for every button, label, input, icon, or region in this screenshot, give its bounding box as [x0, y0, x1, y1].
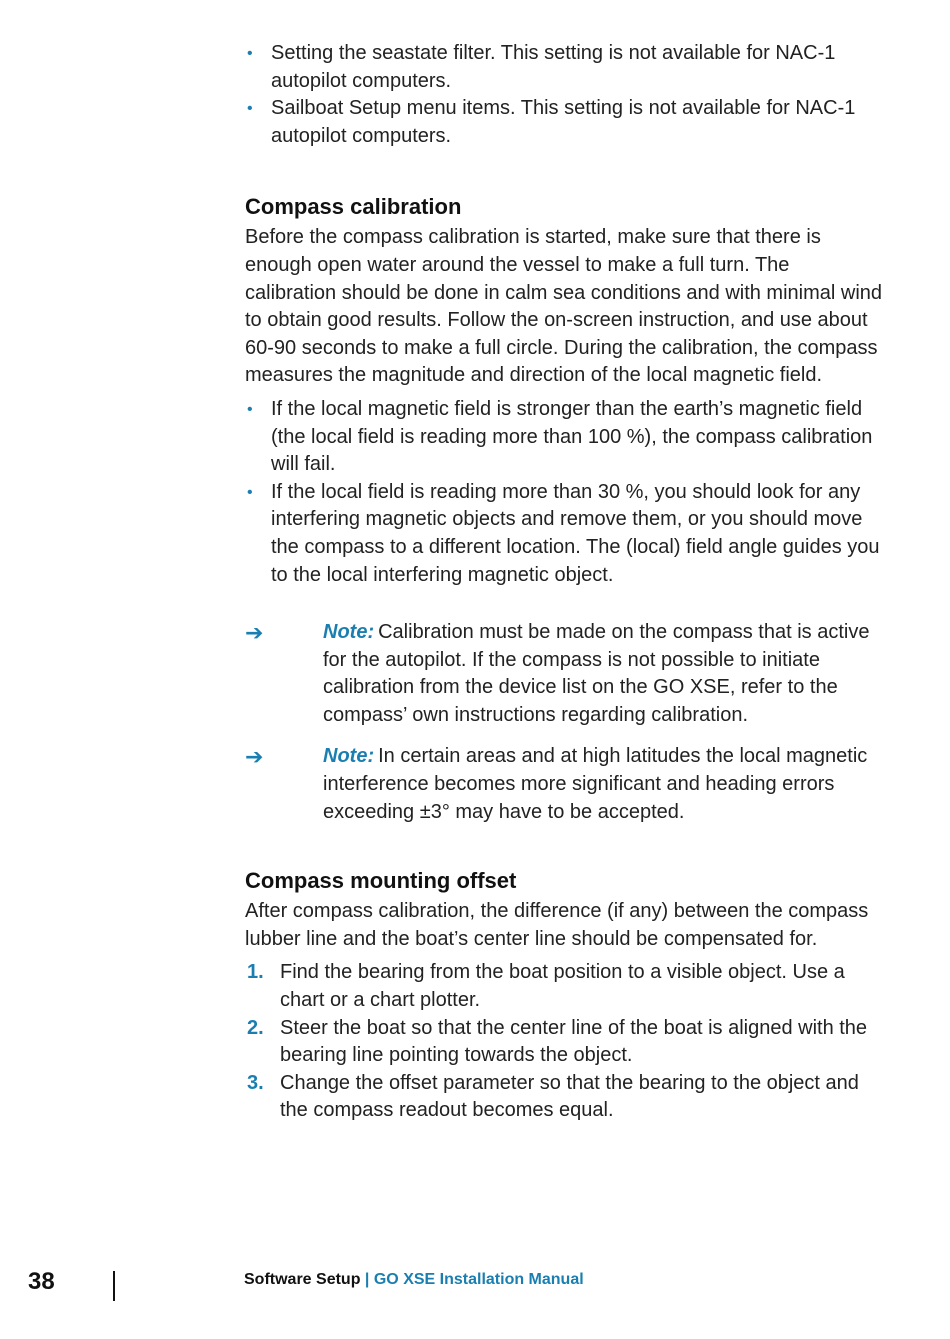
list-item: 1. Find the bearing from the boat position to a visible object. Use a chart or a chart plotter.	[247, 961, 845, 1012]
bullet-icon: •	[247, 483, 253, 501]
list-item: 2. Steer the boat so that the center line of the boat is aligned with the bearing line pointing towards the object.	[247, 1016, 868, 1067]
page-footer	[0, 1268, 950, 1304]
list-item: • If the local field is reading more than 30 %, you should look for any interfering magnetic objects and remove them, or you should move the compass to a different location. The (local) field angle guides you to the local interfering magnetic object.	[247, 480, 880, 586]
bullet-icon: •	[247, 400, 253, 418]
note-text: Calibration must be made on the compass that is active for the autopilot. If the compass is not possible to initiate calibration from the device list on the GO XSE, refer to the compass’ own instructions regarding calibration.	[323, 621, 870, 726]
footer-manual-title: GO XSE Installation Manual	[373, 1271, 584, 1288]
section-heading-compass-offset: Compass mounting offset	[245, 868, 517, 894]
page-content	[245, 40, 885, 1125]
footer-divider	[113, 1271, 115, 1301]
footer-section: Software Setup	[244, 1271, 361, 1288]
note-label: Note:	[323, 621, 375, 644]
list-item: • Sailboat Setup menu items. This setting is not available for NAC-1 autopilot computers.	[247, 97, 856, 147]
arrow-right-icon: ➔	[245, 620, 264, 646]
calibration-bullet-list	[245, 396, 885, 589]
step-number: 2.	[247, 1016, 264, 1039]
bullet-icon: •	[247, 45, 253, 62]
note-text: In certain areas and at high latitudes the local magnetic interference becomes more significant and heading errors exceeding ±3° may have to be accepted.	[323, 745, 868, 823]
bullet-icon: •	[247, 100, 253, 118]
footer-separator: |	[364, 1271, 370, 1288]
note-calibration	[245, 619, 885, 729]
list-item: • If the local magnetic field is stronger than the earth’s magnetic field (the local field is reading more than 100 %), the compass calibration will fail.	[247, 397, 873, 476]
section-heading-compass-calibration: Compass calibration	[245, 194, 462, 220]
page-number: 38	[28, 1268, 55, 1295]
step-number: 3.	[247, 1071, 264, 1094]
arrow-right-icon: ➔	[245, 744, 264, 770]
offset-steps-list	[245, 959, 885, 1125]
list-item: • Setting the seastate filter. This setting is not available for NAC-1 autopilot computers.	[247, 42, 836, 92]
calibration-paragraph: Before the compass calibration is started, make sure that there is enough open water around the vessel to make a full turn. The calibration should be done in calm sea conditions and with minimal wind to obtain good results. Follow the on-screen instruction, and use about 60-90 seconds to make a full circle. During the calibration, the compass measures the magnitude and direction of the local magnetic field.	[245, 226, 883, 387]
step-number: 1.	[247, 961, 264, 984]
footer-title	[244, 1271, 584, 1289]
note-interference	[245, 743, 885, 826]
offset-paragraph: After compass calibration, the difference (if any) between the compass lubber line and the boat’s center line should be compensated for.	[245, 900, 869, 950]
top-bullet-list	[245, 40, 885, 150]
list-item: 3. Change the offset parameter so that the bearing to the object and the compass readout becomes equal.	[247, 1071, 859, 1122]
note-label: Note:	[323, 745, 375, 768]
